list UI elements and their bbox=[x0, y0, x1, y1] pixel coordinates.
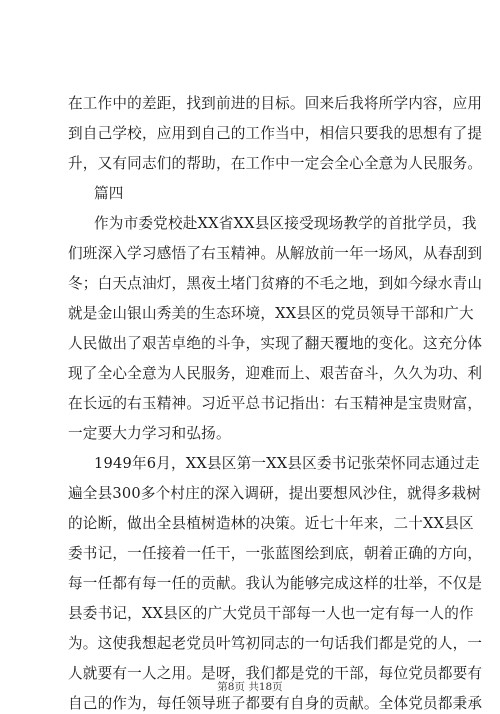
text-line: 人就要有一人之用。是呀，我们都是党的干部，每位党员都要有 bbox=[68, 665, 483, 682]
text-line: 每一任都有每一任的贡献。我认为能够完成这样的壮举，不仅是 bbox=[68, 575, 483, 592]
text-line: 现了全心全意为人民服务，迎难而上、艰苦奋斗，久久为功、利 bbox=[68, 365, 483, 382]
text-line: 自己的作为，每任领导班子都要有自身的贡献。全体党员都秉承 bbox=[68, 695, 483, 712]
text-line: 为。这使我想起老党员叶笃初同志的一句话我们都是党的人，一 bbox=[68, 635, 483, 652]
text-line: 在长远的右玉精神。习近平总书记指出：右玉精神是宝贵财富， bbox=[68, 395, 483, 412]
text-line: 委书记，一任接着一任干，一张蓝图绘到底，朝着正确的方向， bbox=[68, 545, 483, 562]
text-line: 人民做出了艰苦卓绝的斗争，实现了翻天覆地的变化。这充分体 bbox=[68, 335, 483, 352]
text-line: 冬；白天点油灯，黑夜土堵门贫瘠的不毛之地，到如今绿水青山 bbox=[68, 275, 483, 292]
text-line: 就是金山银山秀美的生态环境，XX县区的党员领导干部和广大 bbox=[68, 305, 474, 322]
text-line: 1949年6月，XX县区第一XX县区委书记张荣怀同志通过走 bbox=[94, 455, 480, 472]
section-heading: 篇四 bbox=[94, 185, 124, 202]
text-line: 到自己学校，应用到自己的工作当中，相信只要我的思想有了提 bbox=[68, 125, 483, 142]
text-line: 作为市委党校赴XX省XX县区接受现场教学的首批学员，我 bbox=[94, 215, 477, 232]
text-line: 遍全县300多个村庄的深入调研，提出要想风沙住，就得多栽树 bbox=[68, 485, 482, 502]
text-line: 们班深入学习感悟了右玉精神。从解放前一年一场风，从春刮到 bbox=[68, 245, 483, 262]
text-line: 的论断，做出全县植树造林的决策。近七十年来，二十XX县区 bbox=[68, 515, 474, 532]
page-number-footer: 第8页 共18页 bbox=[217, 681, 283, 693]
text-line: 升，又有同志们的帮助，在工作中一定会全心全意为人民服务。 bbox=[68, 155, 483, 172]
text-line: 一定要大力学习和弘扬。 bbox=[68, 425, 231, 442]
text-line: 县委书记，XX县区的广大党员干部每一人也一定有每一人的作 bbox=[68, 605, 474, 622]
text-line: 在工作中的差距，找到前进的目标。回来后我将所学内容，应用 bbox=[68, 95, 483, 112]
